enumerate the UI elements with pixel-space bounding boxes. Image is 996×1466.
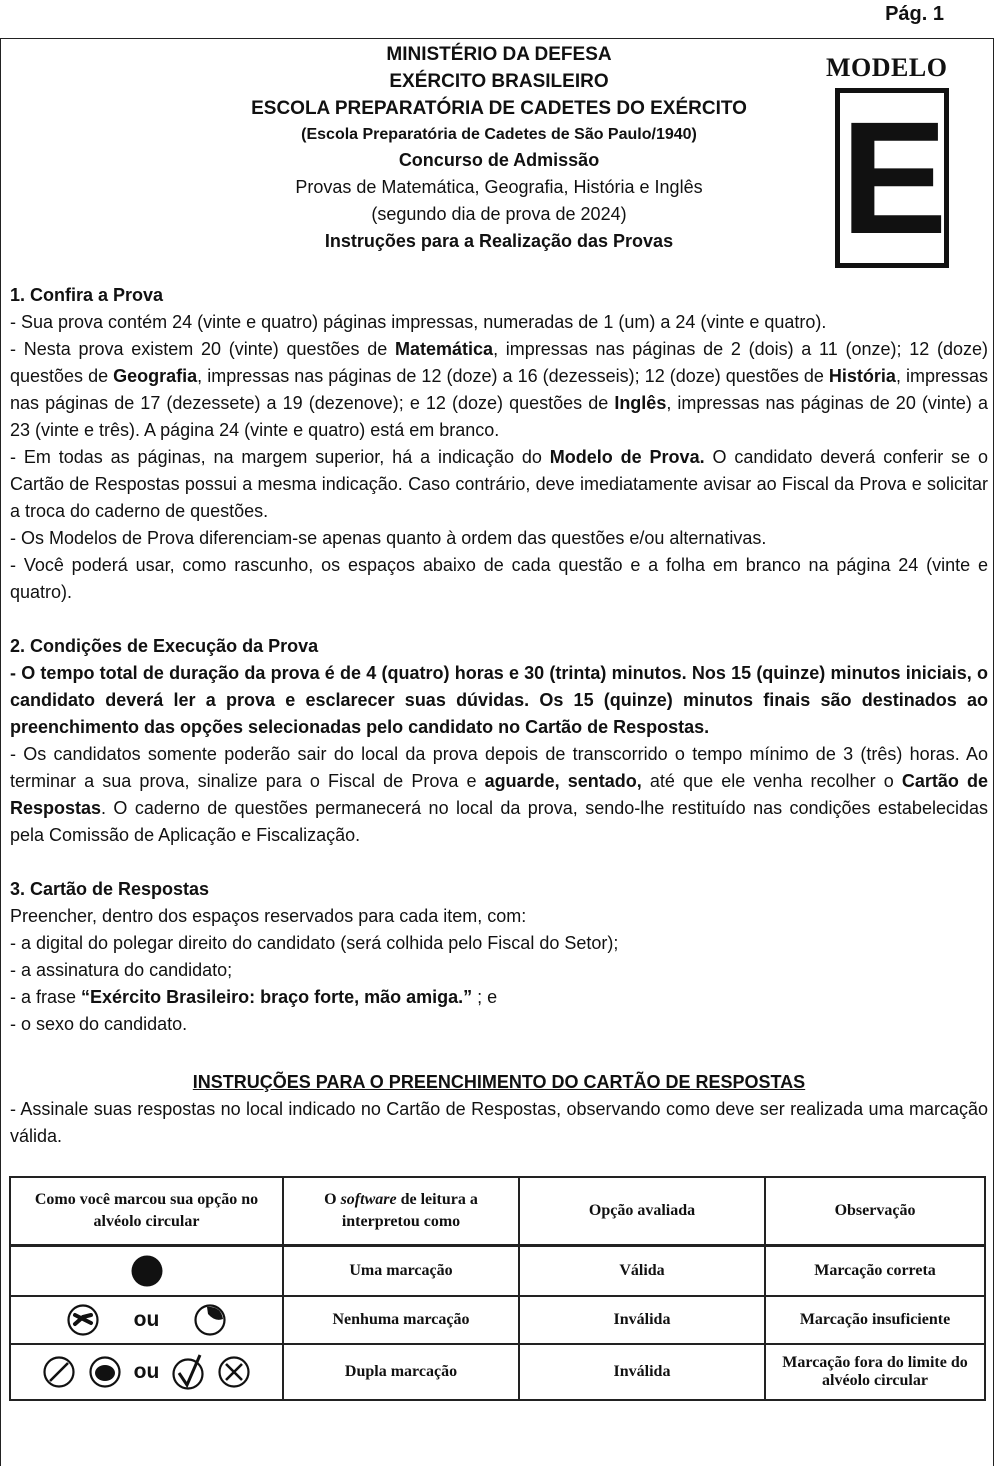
table-row (10, 1246, 985, 1297)
header-ministry: MINISTÉRIO DA DEFESA (386, 44, 612, 65)
section1-paragraph: - Em todas as páginas, na margem superior, há a indicação do Modelo de Prova. O candidato deverá conferir se o Cartão de Respostas possui a mesma indicação. Caso contrário, deve imediatamente avisar ao Fiscal da Prova e solicitar a troca do caderno de questões. (10, 447, 988, 521)
interpretation-cell: Dupla marcação (283, 1344, 519, 1400)
header-subjects: Provas de Matemática, Geografia, História e Inglês (295, 177, 703, 197)
table-row (10, 1344, 985, 1400)
or-label: ou (133, 1308, 160, 1331)
section2-title: 2. Condições de Execução da Prova (10, 636, 319, 656)
header-school-subtitle: (Escola Preparatória de Cadetes de São Paulo/1940) (301, 126, 697, 143)
header-how-marked: Como você marcou sua opção no alvéolo circular (10, 1177, 283, 1246)
note-cell: Marcação fora do limite do alvéolo circular (765, 1344, 985, 1400)
section1-paragraph: - Os Modelos de Prova diferenciam-se apenas quanto à ordem das questões e/ou alternativas. (10, 528, 767, 548)
section3-paragraph: - a assinatura do candidato; (10, 960, 233, 980)
section3-paragraph: - a digital do polegar direito do candidato (será colhida pelo Fiscal do Setor); (10, 933, 619, 953)
header-software-read: O software de leitura a interpretou como (283, 1177, 519, 1246)
section3-paragraph: - o sexo do candidato. (10, 1014, 188, 1034)
interpretation-cell: Uma marcação (283, 1246, 519, 1297)
section1-paragraph: - Você poderá usar, como rascunho, os espaços abaixo de cada questão e a folha em branco na página 24 (vinte e quatro). (10, 555, 988, 602)
instructions-content (10, 282, 988, 1150)
mark-example-cell (10, 1344, 283, 1400)
header-contest: Concurso de Admissão (398, 150, 600, 170)
header-observation: Observação (765, 1177, 985, 1246)
header-school: ESCOLA PREPARATÓRIA DE CADETES DO EXÉRCITO (251, 98, 747, 119)
marking-table (9, 1176, 986, 1401)
answer-card-instructions-title: INSTRUÇÕES PARA O PREENCHIMENTO DO CARTÃO DE RESPOSTAS (192, 1072, 806, 1092)
section3-title: 3. Cartão de Respostas (10, 879, 210, 899)
header-exam-day: (segundo dia de prova de 2024) (371, 204, 627, 224)
check-bubble-icon (171, 1353, 205, 1391)
note-cell: Marcação correta (765, 1246, 985, 1297)
header-evaluated-option: Opção avaliada (519, 1177, 765, 1246)
section2-paragraph: - O tempo total de duração da prova é de 4 (quatro) horas e 30 (trinta) minutos. Nos 15 (quinze) minutos iniciais, o candidato deverá ler a prova e esclarecer suas dúvidas. Os 15 (quinze) minutos finais são destinados ao preenchimento das opções selecionadas pelo candidato no Cartão de Respostas. (10, 663, 988, 737)
slash-bubble-icon (42, 1355, 76, 1389)
section3-paragraph: - a frase “Exército Brasileiro: braço forte, mão amiga.” ; e (10, 987, 498, 1007)
header-instructions-title: Instruções para a Realização das Provas (324, 231, 674, 251)
mark-example-cell (10, 1296, 283, 1344)
evaluation-cell: Inválida (519, 1296, 765, 1344)
mark-example-cell (10, 1246, 283, 1297)
interpretation-cell: Nenhuma marcação (283, 1296, 519, 1344)
model-letter: E (840, 88, 944, 267)
section1-paragraph: - Nesta prova existem 20 (vinte) questões de Matemática, impressas nas páginas de 2 (dois) a 11 (onze); 12 (doze) questões de Geografia, impressas nas páginas de 12 (doze) a 16 (dezesseis); 12 (doze) questões de História, impressas nas páginas de 17 (dezessete) a 19 (dezenove); e 12 (doze) questões de Inglês, impressas nas páginas de 20 (vinte) a 23 (vinte e três). A página 24 (vinte e quatro) está em branco. (10, 339, 989, 440)
section3-paragraph: Preencher, dentro dos espaços reservados para cada item, com: (10, 906, 527, 926)
partial-fill-bubble-icon (193, 1303, 227, 1337)
model-box (835, 88, 949, 268)
filled-bubble-icon (130, 1254, 164, 1288)
section2-paragraph: - Os candidatos somente poderão sair do local da prova depois de transcorrido o tempo mínimo de 3 (três) horas. Ao terminar a sua prova, sinalize para o Fiscal de Prova e aguarde, sentado, até que ele venha recolher o Cartão de Respostas. O caderno de questões permanecerá no local da prova, sendo-lhe restituído nas condições estabelecidas pela Comissão de Aplicação e Fiscalização. (10, 744, 988, 845)
table-row (10, 1296, 985, 1344)
or-label: ou (133, 1360, 160, 1383)
page-number: Pág. 1 (885, 3, 944, 25)
inner-fill-bubble-icon (88, 1355, 122, 1389)
section1-paragraph: - Sua prova contém 24 (vinte e quatro) páginas impressas, numeradas de 1 (um) a 24 (vinte e quatro). (10, 312, 827, 332)
header-army: EXÉRCITO BRASILEIRO (389, 71, 609, 92)
evaluation-cell: Válida (519, 1246, 765, 1297)
x-bubble-icon (217, 1355, 251, 1389)
section1-title: 1. Confira a Prova (10, 285, 164, 305)
answer-card-instructions-paragraph: - Assinale suas respostas no local indicado no Cartão de Respostas, observando como deve ser realizada uma marcação válida. (10, 1099, 988, 1146)
model-label: MODELO (826, 53, 948, 82)
partial-x-bubble-icon (66, 1303, 100, 1337)
evaluation-cell: Inválida (519, 1344, 765, 1400)
note-cell: Marcação insuficiente (765, 1296, 985, 1344)
